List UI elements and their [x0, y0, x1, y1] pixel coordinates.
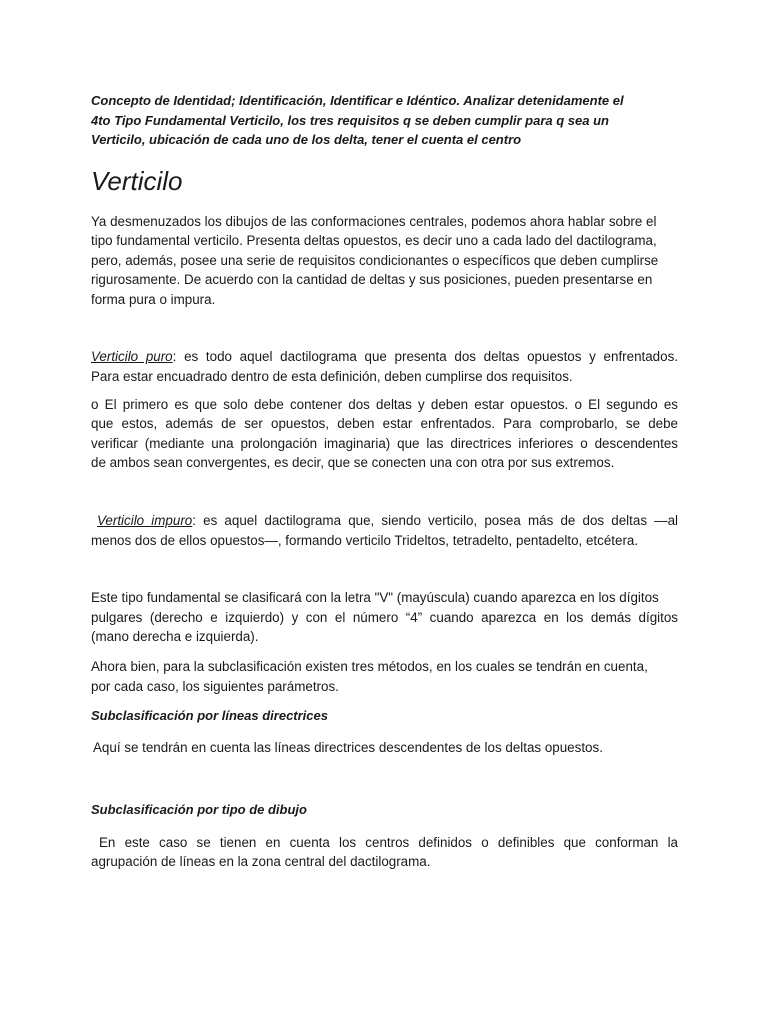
subclasificacion-directrices-heading: Subclasificación por líneas directrices: [91, 708, 328, 724]
clasificacion-paragraph: [91, 588, 678, 647]
paragraph-line: [91, 833, 678, 853]
requisitos-paragraph: [91, 395, 678, 473]
paragraph-line: por cada caso, los siguientes parámetros.: [91, 678, 339, 694]
paragraph-line: rigurosamente. De acuerdo con la cantidad de deltas y sus posiciones, pueden presentarse en: [91, 272, 653, 288]
header-line: Concepto de Identidad; Identificación, Identificar e Idéntico. Analizar detenidamente el: [91, 93, 624, 108]
verticilo-puro-term: Verticilo puro: [91, 349, 173, 365]
paragraph-line: menos dos de ellos opuestos—, formando verticilo Trideltos, tetradelto, pentadelto, etcétera.: [91, 532, 639, 548]
paragraph-line: verificar (mediante una prolongación imaginaria) que las directrices inferiores o descendentes: [91, 435, 678, 451]
subclasificacion-dibujo-paragraph: [91, 833, 678, 872]
intro-paragraph: [91, 212, 678, 310]
paragraph-line: (mano derecha e izquierda).: [91, 629, 259, 645]
paragraph-line: Ahora bien, para la subclasificación existen tres métodos, en los cuales se tendrán en cuenta,: [91, 659, 648, 674]
paragraph-line: que estos, además de ser opuestos, deben estar enfrentados. Para comprobarlo, se debe: [91, 416, 678, 432]
subclasificacion-directrices-text: Aquí se tendrán en cuenta las líneas directrices descendentes de los deltas opuestos.: [93, 740, 603, 756]
paragraph-line: Ya desmenuzados los dibujos de las conformaciones centrales, podemos ahora hablar sobre el: [91, 213, 657, 229]
metodos-paragraph: [91, 657, 678, 696]
header-line: 4to Tipo Fundamental Verticilo, los tres requisitos q se deben cumplir para q sea un: [91, 112, 609, 128]
paragraph-line: tipo fundamental verticilo. Presenta deltas opuestos, es decir uno a cada lado del dactilograma,: [91, 233, 657, 249]
paragraph-line: [91, 347, 678, 367]
subclasificacion-dibujo-heading: Subclasificación por tipo de dibujo: [91, 801, 307, 817]
paragraph-line: Para estar encuadrado dentro de esta definición, deben cumplirse dos requisitos.: [91, 369, 573, 385]
document-page: [91, 91, 678, 872]
paragraph-line: o El primero es que solo debe contener dos deltas y deben estar opuestos. o El segundo es: [91, 396, 678, 412]
paragraph-line: pero, además, posee una serie de requisitos condicionantes o específicos que deben cumplirse: [91, 252, 659, 268]
paragraph-line: Este tipo fundamental se clasificará con la letra "V" (mayúscula) cuando aparezca en los dígitos: [91, 590, 659, 606]
document-title: Verticilo: [91, 165, 183, 196]
verticilo-impuro-paragraph: [91, 511, 678, 550]
verticilo-impuro-term: Verticilo impuro: [97, 513, 193, 529]
paragraph-line: forma pura o impura.: [91, 291, 216, 307]
verticilo-puro-definition: : es todo aquel dactilograma que presenta dos deltas opuestos y enfrentados.: [172, 349, 678, 365]
paragraph-line: agrupación de líneas en la zona central del dactilograma.: [91, 854, 431, 870]
paragraph-line: pulgares (derecho e izquierdo) y con el número “4” cuando aparezca en los demás dígitos: [91, 609, 678, 625]
paragraph-line: [91, 511, 678, 531]
verticilo-puro-paragraph: [91, 347, 678, 386]
paragraph-line: de ambos sean convergentes, es decir, que se conecten una con otra por sus extremos.: [91, 455, 615, 471]
paragraph-line-text: En este caso se tienen en cuenta los centros definidos o definibles que conforman la: [99, 834, 678, 850]
document-header: [91, 91, 678, 150]
verticilo-impuro-definition: : es aquel dactilograma que, siendo verticilo, posea más de dos deltas —al: [192, 513, 678, 529]
header-line: Verticilo, ubicación de cada uno de los delta, tener el cuenta el centro: [91, 132, 522, 147]
